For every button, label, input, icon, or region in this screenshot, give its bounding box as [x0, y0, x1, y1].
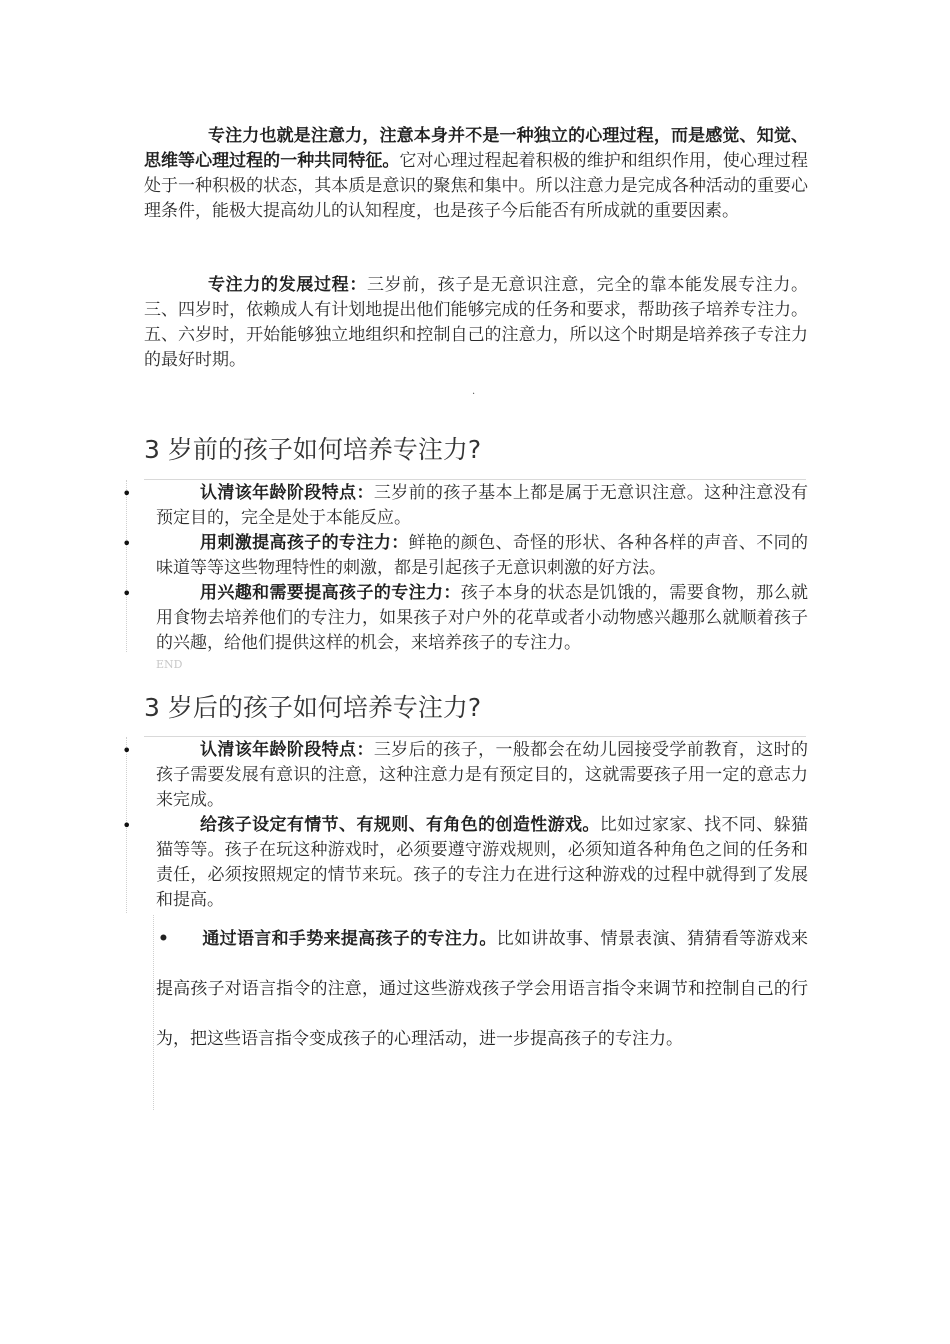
bullet-icon: •: [122, 534, 132, 553]
bullet-icon: •: [122, 741, 132, 760]
list-item-lead: 用刺激提高孩子的专注力：: [200, 533, 409, 553]
section-2-heading: 3 岁后的孩子如何培养专注力?: [144, 693, 482, 722]
intro-paragraph-1: [144, 124, 808, 224]
list-item-body: 三岁前的孩子基本上都是属于无意识注意。这种注意没有预定目的，完全是处于本能反应。: [156, 483, 809, 528]
section-1-heading: 3 岁前的孩子如何培养专注力?: [144, 435, 482, 464]
list-item-body: 比如讲故事、情景表演、猜猜看等游戏来提高孩子对语言指令的注意，通过这些游戏孩子学会用语言指令来调节和控制自己的行为，把这些语言指令变成孩子的心理活动，进一步提高孩子的专注力。: [156, 929, 809, 1049]
section-2-last-item: [156, 914, 808, 1064]
intro-paragraph-2-body: 三岁前，孩子是无意识注意，完全的靠本能发展专注力。三、四岁时，依赖成人有计划地提出他们能够完成的任务和要求，帮助孩子培养专注力。五、六岁时，开始能够独立地组织和控制自己的注意力，所以这个时期是培养孩子专注力的最好时期。: [144, 275, 808, 370]
section-1-list: [122, 481, 809, 656]
intro-paragraph-1-lead: 专注力也就是注意力，注意本身并不是一种独立的心理过程，而是感觉、知觉、思维等心理过程的一种共同特征。: [144, 126, 808, 171]
intro-paragraph-1-body: 它对心理过程起着积极的维护和组织作用，使心理过程处于一种积极的状态，其本质是意识的聚焦和集中。所以注意力是完成各种活动的重要心理条件，能极大提高幼儿的认知程度，也是孩子今后能否有所成就的重要因素。: [144, 151, 809, 221]
list-item: [122, 813, 809, 913]
list-item: [122, 738, 809, 813]
list-item-body: 孩子本身的状态是饥饿的，需要食物，那么就用食物去培养他们的专注力，如果孩子对户外的花草或者小动物感兴趣那么就顺着孩子的兴趣，给他们提供这样的机会，来培养孩子的专注力。: [156, 583, 809, 653]
bullet-icon: •: [122, 584, 132, 603]
list-item-lead: 通过语言和手势来提高孩子的专注力。: [202, 929, 497, 949]
section-2-last-item-line: [153, 915, 154, 1110]
list-item: [122, 581, 809, 656]
section-2-rule: [144, 736, 806, 737]
separator-dot: .: [472, 386, 476, 397]
list-item: [122, 531, 809, 581]
bullet-icon: •: [122, 484, 132, 503]
list-item: [122, 481, 809, 531]
list-item-body: 比如过家家、找不同、躲猫猫等等。孩子在玩这种游戏时，必须要遵守游戏规则，必须知道各种角色之间的任务和责任，必须按照规定的情节来玩。孩子的专注力在进行这种游戏的过程中就得到了发展和提高。: [156, 815, 809, 910]
list-item-body: 三岁后的孩子，一般都会在幼儿园接受学前教育，这时的孩子需要发展有意识的注意，这种注意力是有预定目的，这就需要孩子用一定的意志力来完成。: [156, 740, 809, 810]
intro-paragraph-2-lead: 专注力的发展过程：: [208, 275, 367, 295]
end-mark: END: [156, 658, 183, 671]
list-item-lead: 给孩子设定有情节、有规则、有角色的创造性游戏。: [200, 815, 600, 835]
bullet-icon: •: [158, 929, 169, 949]
list-item-lead: 用兴趣和需要提高孩子的专注力：: [200, 583, 461, 603]
list-item-body: 鲜艳的颜色、奇怪的形状、各种各样的声音、不同的味道等等这些物理特性的刺激，都是引起孩子无意识刺激的好方法。: [156, 533, 809, 578]
bullet-icon: •: [122, 816, 132, 835]
section-2-list: [122, 738, 809, 913]
list-item-lead: 认清该年龄阶段特点：: [200, 483, 374, 503]
section-1-rule: [144, 479, 806, 480]
intro-paragraph-2: [144, 273, 808, 373]
list-item-lead: 认清该年龄阶段特点：: [200, 740, 374, 760]
